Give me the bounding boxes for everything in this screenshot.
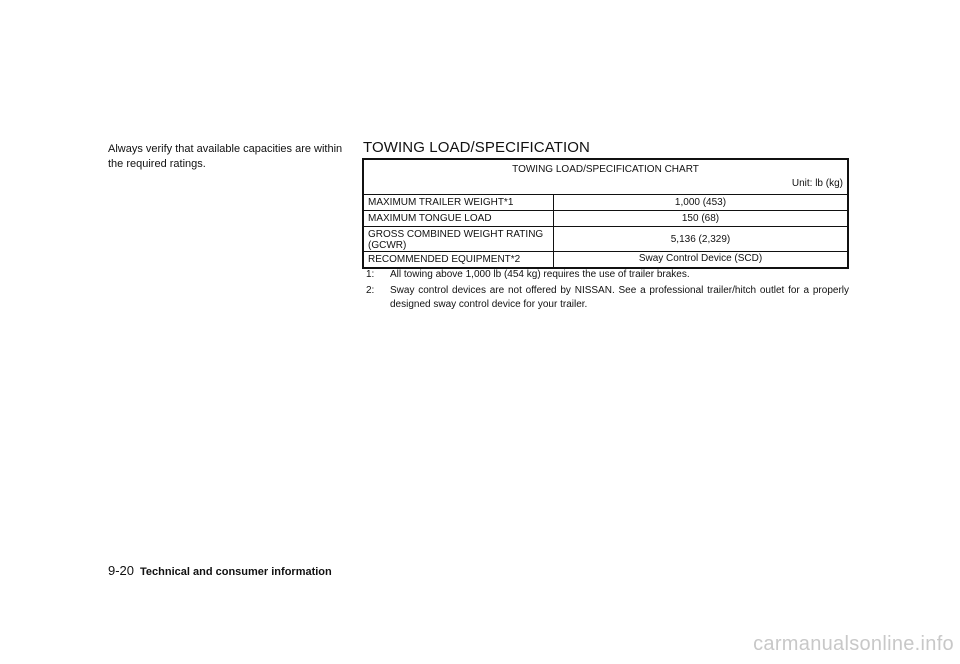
footnote-text: Sway control devices are not offered by NISSAN. See a professional trailer/hitch outlet for a properly designed sway control device for your trailer.	[390, 285, 849, 310]
table-row	[364, 194, 847, 210]
watermark: carmanualsonline.info	[753, 633, 954, 655]
intro-paragraph: Always verify that available capacities are within the required ratings.	[108, 143, 343, 170]
footer-section-name: Technical and consumer information	[140, 566, 332, 578]
row-label: GROSS COMBINED WEIGHT RATING (GCWR)	[364, 227, 554, 251]
row-value: 1,000 (453)	[674, 197, 727, 208]
row-label: MAXIMUM TONGUE LOAD	[364, 211, 554, 226]
row-label: MAXIMUM TRAILER WEIGHT*1	[364, 195, 554, 210]
footnote	[366, 268, 849, 282]
section-title: TOWING LOAD/SPECIFICATION	[363, 139, 590, 156]
footnotes	[366, 268, 849, 314]
towing-spec-table	[362, 158, 849, 269]
table-unit: Unit: lb (kg)	[791, 178, 843, 189]
table-caption: TOWING LOAD/SPECIFICATION CHART	[512, 164, 699, 175]
table-row	[364, 251, 847, 267]
footnote-number: 2:	[366, 285, 375, 296]
row-value: 5,136 (2,329)	[670, 233, 731, 245]
table-row	[364, 226, 847, 251]
footnote	[366, 284, 849, 312]
footnote-text: All towing above 1,000 lb (454 kg) requires the use of trailer brakes.	[390, 269, 690, 280]
page-number: 9-20	[108, 563, 135, 578]
page-footer	[108, 563, 332, 578]
row-label: RECOMMENDED EQUIPMENT*2	[364, 252, 554, 267]
footnote-number: 1:	[366, 269, 375, 280]
row-value: 150 (68)	[681, 213, 720, 224]
table-row	[364, 210, 847, 226]
row-value: Sway Control Device (SCD)	[638, 253, 763, 264]
